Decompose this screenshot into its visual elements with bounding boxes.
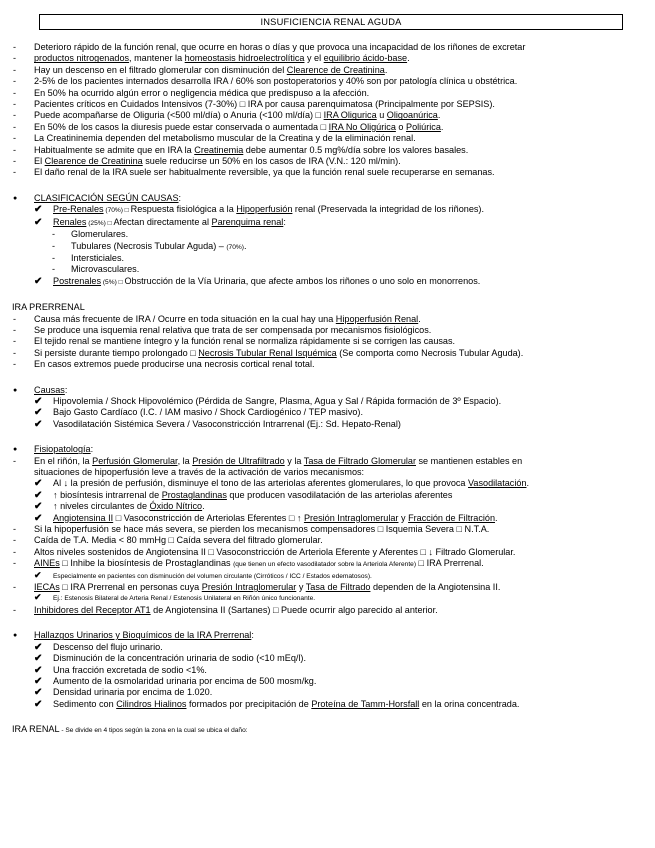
- intro-bullet: - 2-5% de los pacientes internados desarrolla IRA / 60% son postoperatorios y 40% son por patología clínica u obstétrica.: [12, 76, 640, 87]
- check-icon: ✔: [34, 592, 42, 603]
- check-icon: ✔: [34, 478, 43, 490]
- check-icon: ✔: [34, 569, 42, 580]
- check-icon: ✔: [34, 501, 43, 513]
- section-ira-prerrenal: IRA PRERRENAL: [12, 302, 85, 313]
- intro-bullet: - En 50% de los casos la diuresis puede estar conservada o aumentada □ IRA No Oligúrica o Poliúrica.: [12, 122, 640, 133]
- intro-bullet: - Pacientes críticos en Cuidados Intensivos (7-30%) □ IRA por causa parenquimatosa (Principalmente por SEPSIS).: [12, 99, 640, 110]
- finding-item: ✔ Disminución de la concentración urinaria de sodio (<10 mEq/l).: [34, 653, 306, 665]
- sub-item: - Microvasculares.: [12, 264, 640, 275]
- check-icon: ✔: [34, 687, 43, 699]
- section-fisiopatologia: ● Fisiopatología:: [12, 444, 640, 455]
- fisio-bullet: - En el riñón, la Perfusión Glomerular, la Presión de Ultrafiltrado y la Tasa de Filtrado Glomerular se mantienen estables en: [12, 456, 640, 467]
- fisio-subnote: ✔ Ej.: Estenosis Bilateral de Arteria Renal / Estenosis Unilateral en Riñón único funcionante.: [34, 592, 316, 603]
- fisio-bullet-cont: situaciones de hipoperfusión leve a través de la activación de varios mecanismos:: [34, 467, 365, 477]
- cause-item: ✔ Bajo Gasto Cardíaco (I.C. / IAM masivo / Shock Cardiogénico / TEP masivo).: [34, 407, 363, 419]
- mechanism-item: ✔ ↑ biosíntesis intrarrenal de Prostaglandinas que producen vasodilatación de las arteriolas aferentes: [34, 489, 453, 501]
- check-icon: ✔: [34, 204, 43, 216]
- intro-bullet-cont: - productos nitrogenados, mantener la homeostasis hidroelectrolítica y el equilibrio ácido-base.: [12, 53, 640, 64]
- fisio-bullet: - AINEs □ Inhibe la biosíntesis de Prostaglandinas (que tienen un efecto vasodilatador sobre la Arteriola Aferente) □ IRA Prerrenal.: [12, 558, 640, 570]
- check-icon: ✔: [34, 512, 43, 524]
- fisio-bullet: - IECAs □ IRA Prerrenal en personas cuya Presión Intraglomerular y Tasa de Filtrado dependen de la Angiotensina II.: [12, 582, 640, 593]
- prerrenal-bullet: - Si persiste durante tiempo prolongado □ Necrosis Tubular Renal Isquémica (Se comporta como Necrosis Tubular Aguda).: [12, 348, 640, 359]
- fisio-bullet: - Altos niveles sostenidos de Angiotensina II □ Vasoconstricción de Arteriola Eferente y Aferentes □ ↓ Filtrado Glomerular.: [12, 547, 640, 558]
- finding-item: ✔ Densidad urinaria por encima de 1.020.: [34, 687, 213, 699]
- mechanism-item: ✔ Al ↓ la presión de perfusión, disminuye el tono de las arteriolas aferentes glomerulares, lo que provoca Vasodilatación.: [34, 478, 530, 490]
- class-prerenal: ✔ Pre-Renales (70%) □ Respuesta fisiológica a la Hipoperfusión renal (Preservada la integridad de los riñones).: [34, 204, 484, 216]
- section-clasificacion: ● CLASIFICACIÓN SEGÚN CAUSAS:: [12, 193, 640, 204]
- check-icon: ✔: [34, 395, 43, 407]
- class-renal: ✔ Renales (25%) □ Afectan directamente al Parenquima renal:: [34, 216, 286, 228]
- check-icon: ✔: [34, 407, 43, 419]
- prerrenal-bullet: - Causa más frecuente de IRA / Ocurre en toda situación en la cual hay una Hipoperfusión Renal.: [12, 314, 640, 325]
- check-icon: ✔: [34, 698, 43, 710]
- intro-bullet: - El Clearence de Creatinina suele reducirse un 50% en los casos de IRA (V.N.: 120 ml/min).: [12, 156, 640, 167]
- check-icon: ✔: [34, 653, 43, 665]
- fisio-bullet: - Si la hipoperfusión se hace más severa, se pierden los mecanismos compensadores □ Isquemia Severa □ N.T.A.: [12, 524, 640, 535]
- sub-item: - Tubulares (Necrosis Tubular Aguda) – (70%).: [12, 241, 640, 253]
- check-icon: ✔: [34, 641, 43, 653]
- check-icon: ✔: [34, 275, 43, 287]
- intro-bullet: - El daño renal de la IRA suele ser habitualmente reversible, ya que la función renal suele recuperarse en semanas.: [12, 167, 640, 178]
- finding-item: ✔ Descenso del flujo urinario.: [34, 641, 163, 653]
- intro-bullet: - Habitualmente se admite que en IRA la Creatinemia debe aumentar 0.5 mg%/día sobre los valores basales.: [12, 145, 640, 156]
- cause-item: ✔ Hipovolemia / Shock Hipovolémico (Pérdida de Sangre, Plasma, Agua y Sal / Rápida formación de 3º Espacio).: [34, 395, 502, 407]
- section-causas: ● Causas:: [12, 385, 640, 396]
- intro-bullet: - La Creatininemia dependen del metabolismo muscular de la Creatina y de la eliminación renal.: [12, 133, 640, 144]
- check-icon: ✔: [34, 216, 43, 228]
- finding-item: ✔ Sedimento con Cilindros Hialinos formados por precipitación de Proteína de Tamm-Horsfall en la orina concentrada.: [34, 698, 520, 710]
- finding-item: ✔ Aumento de la osmolaridad urinaria por encima de 500 mosm/kg.: [34, 675, 317, 687]
- fisio-bullet: - Caída de T.A. Media < 80 mmHg □ Caída severa del filtrado glomerular.: [12, 535, 640, 546]
- section-hallazgos: ● Hallazgos Urinarios y Bioquímicos de la IRA Prerrenal:: [12, 630, 640, 641]
- intro-bullet: - Hay un descenso en el filtrado glomerular con disminución del Clearence de Creatinina.: [12, 65, 640, 76]
- sub-item: - Intersticiales.: [12, 253, 640, 264]
- mechanism-item: ✔ ↑ niveles circulantes de Óxido Nítrico.: [34, 501, 205, 513]
- check-icon: ✔: [34, 489, 43, 501]
- prerrenal-bullet: - El tejido renal se mantiene íntegro y la función renal se normaliza rápidamente si se corrigen las causas.: [12, 336, 640, 347]
- cause-item: ✔ Vasodilatación Sistémica Severa / Vasoconstricción Intrarrenal (Ej.: Sd. Hepato-Renal): [34, 418, 401, 430]
- sub-item: - Glomerulares.: [12, 229, 640, 240]
- check-icon: ✔: [34, 675, 43, 687]
- prerrenal-bullet: - Se produce una isquemia renal relativa que trata de ser compensada por mecanismos fisiológicos.: [12, 325, 640, 336]
- intro-bullet: - Deterioro rápido de la función renal, que ocurre en horas o días y que provoca una incapacidad de los riñones de excretar: [12, 42, 640, 53]
- fisio-bullet: - Inhibidores del Receptor AT1 de Angiotensina II (Sartanes) □ Puede ocurrir algo parecido al anterior.: [12, 605, 640, 616]
- mechanism-item: ✔ Angiotensina II □ Vasoconstricción de Arteriolas Eferentes □ ↑ Presión Intraglomerular y Fracción de Filtración.: [34, 512, 498, 524]
- check-icon: ✔: [34, 664, 43, 676]
- class-postrenal: ✔ Postrenales (5%) □ Obstrucción de la Vía Urinaria, que afecte ambos los riñones o uno solo en monorrenos.: [34, 275, 481, 287]
- finding-item: ✔ Una fracción excretada de sodio <1%.: [34, 664, 207, 676]
- fisio-subnote: ✔ Especialmente en pacientes con disminución del volumen circulante (Cirróticos / ICC / Estados edematosos).: [34, 569, 372, 580]
- section-ira-renal: IRA RENAL - Se divide en 4 tipos según la zona en la cual se ubica el daño:: [12, 724, 248, 735]
- prerrenal-bullet: - En casos extremos puede producirse una necrosis cortical renal total.: [12, 359, 640, 370]
- intro-bullet: - En 50% ha ocurrido algún error o negligencia médica que predispuso a la afección.: [12, 88, 640, 99]
- document-body: [12, 42, 640, 737]
- check-icon: ✔: [34, 418, 43, 430]
- page-title: INSUFICIENCIA RENAL AGUDA: [39, 14, 623, 30]
- intro-bullet: - Puede acompañarse de Oliguria (<500 ml/día) o Anuria (<100 ml/día) □ IRA Oligurica u Oligoanúrica.: [12, 110, 640, 121]
